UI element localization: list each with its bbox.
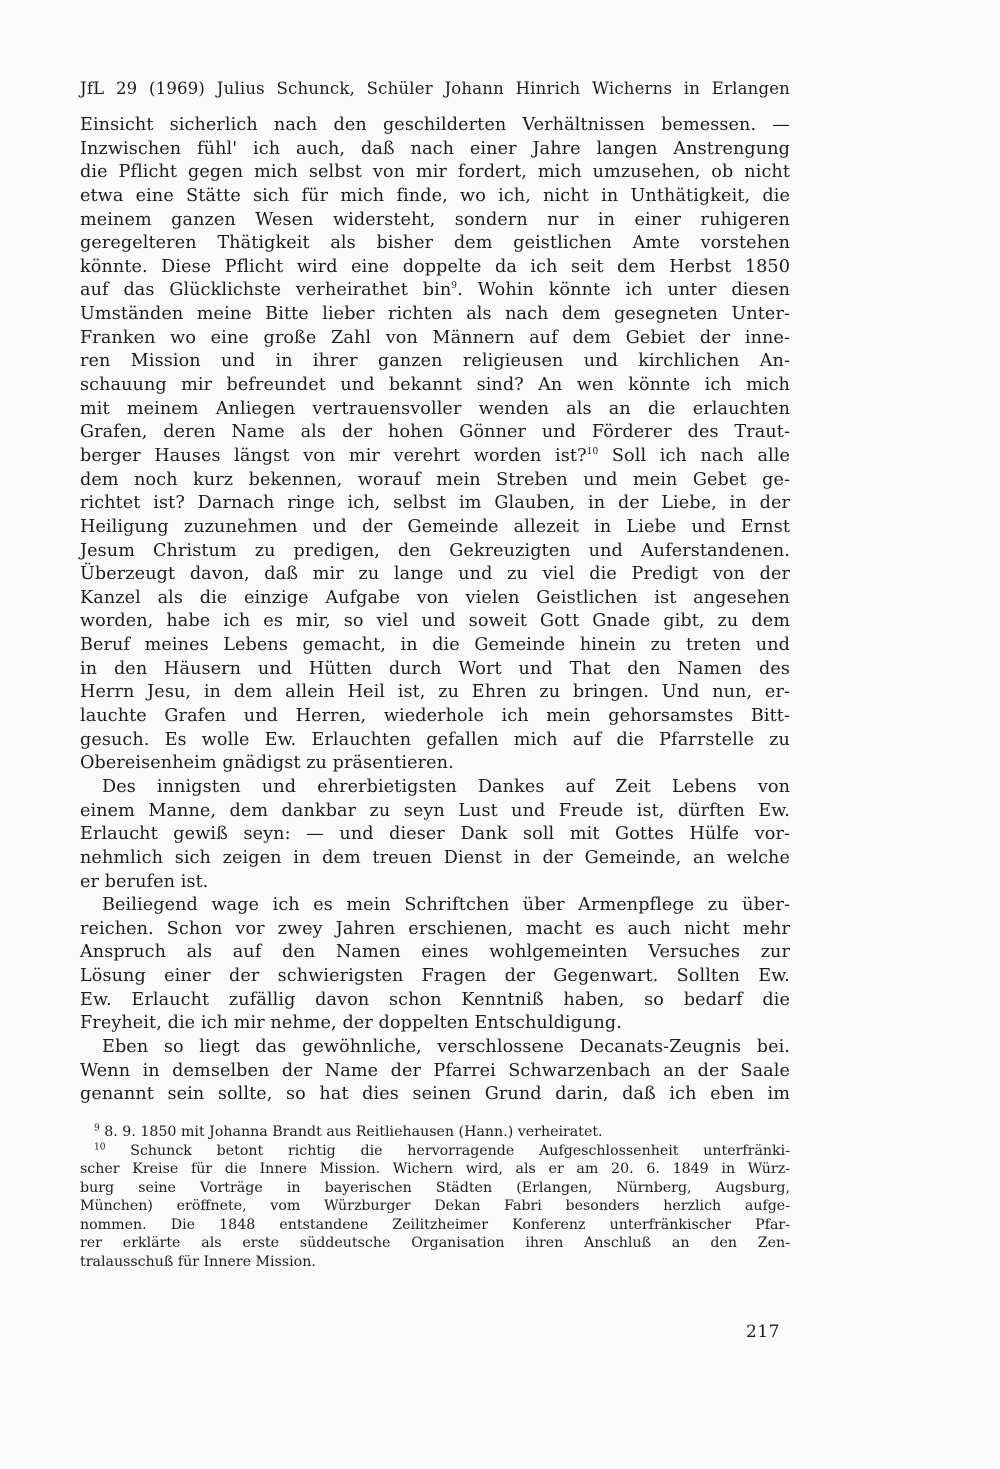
body-line xyxy=(80,327,790,351)
body-line xyxy=(80,492,790,516)
line-text: Wenn in demselben der Name der Pfarrei Schwarzenbach an der Saale xyxy=(80,1060,790,1081)
body-line xyxy=(80,256,790,280)
line-text: burg seine Vorträge in bayerischen Städten (Erlangen, Nürnberg, Augsburg, xyxy=(80,1179,790,1196)
body-line xyxy=(80,185,790,209)
line-text: Grafen, deren Name als der hohen Gönner und Förderer des Traut- xyxy=(80,422,790,443)
line-text: Kanzel als die einzige Aufgabe von vielen Geistlichen ist angesehen xyxy=(80,587,790,608)
body-line xyxy=(80,1083,790,1107)
body-line xyxy=(80,776,790,800)
line-text: Freyheit, die ich mir nehme, der doppelten Entschuldigung. xyxy=(80,1013,622,1034)
body-line xyxy=(80,965,790,989)
body-line xyxy=(80,941,790,965)
line-text: rer erklärte als erste süddeutsche Organisation ihren Anschluß an den Zen- xyxy=(80,1235,790,1252)
line-text: Heiligung zuzunehmen und der Gemeinde allezeit in Liebe und Ernst xyxy=(80,516,790,537)
line-text: reichen. Schon vor zwey Jahren erschienen, macht es auch nicht mehr xyxy=(80,918,790,939)
article-title: Julius Schunck, Schüler Johann Hinrich Wicherns in Erlangen xyxy=(216,79,790,98)
body-line xyxy=(80,871,790,895)
line-text: berger Hauses längst von mir verehrt worden ist? xyxy=(80,445,587,466)
line-text-continued: . Wohin könnte ich unter diesen xyxy=(457,280,791,301)
line-text: worden, habe ich es mir, so viel und soweit Gott Gnade gibt, zu dem xyxy=(80,611,790,632)
body-line xyxy=(80,800,790,824)
body-line xyxy=(80,374,790,398)
body-line xyxy=(80,729,790,753)
body-line xyxy=(80,1036,790,1060)
body-line xyxy=(80,540,790,564)
footnote-marker: 10 xyxy=(94,1141,106,1152)
line-text: Herrn Jesu, in dem allein Heil ist, zu Ehren zu bringen. Und nun, er- xyxy=(80,682,790,703)
line-text: schauung mir befreundet und bekannt sind? An wen könnte ich mich xyxy=(80,375,790,396)
footnote-reference: 10 xyxy=(586,447,599,458)
body-line xyxy=(80,279,790,303)
line-text: gesuch. Es wolle Ew. Erlauchten gefallen mich auf die Pfarrstelle zu xyxy=(80,729,790,750)
page xyxy=(80,78,790,1272)
body-line xyxy=(80,209,790,233)
footnote-line xyxy=(80,1234,790,1253)
line-text: könnte. Diese Pflicht wird eine doppelte da ich seit dem Herbst 1850 xyxy=(80,256,790,277)
body-line xyxy=(80,161,790,185)
body-line xyxy=(80,658,790,682)
footnote-line xyxy=(80,1123,790,1142)
body-line xyxy=(80,516,790,540)
footnote-line xyxy=(80,1160,790,1179)
line-text: richtet ist? Darnach ringe ich, selbst im Glauben, in der Liebe, in der xyxy=(80,493,790,514)
body-line xyxy=(80,232,790,256)
line-text: Beruf meines Lebens gemacht, in die Gemeinde hinein zu treten und xyxy=(80,635,790,656)
line-text: Eben so liegt das gewöhnliche, verschlossene Decanats-Zeugnis bei. xyxy=(102,1036,790,1057)
footnote-line xyxy=(80,1179,790,1198)
line-text: geregelteren Thätigkeit als bisher dem geistlichen Amte vorstehen xyxy=(80,233,790,254)
line-text: Überzeugt davon, daß mir zu lange und zu viel die Predigt von der xyxy=(80,564,790,585)
body-line xyxy=(80,398,790,422)
body-line xyxy=(80,847,790,871)
line-text: tralausschuß für Innere Mission. xyxy=(80,1254,316,1271)
line-text: mit meinem Anliegen vertrauensvoller wenden als an die erlauchten xyxy=(80,398,790,419)
line-text: genannt sein sollte, so hat dies seinen Grund darin, daß ich eben im xyxy=(80,1084,790,1105)
line-text: Lösung einer der schwierigsten Fragen der Gegenwart. Sollten Ew. xyxy=(80,966,790,987)
footnote-marker: 9 xyxy=(94,1123,100,1134)
line-text: lauchte Grafen und Herren, wiederhole ich mein gehorsamstes Bitt- xyxy=(80,706,790,727)
body-line xyxy=(80,421,790,445)
body-line xyxy=(80,587,790,611)
body-text xyxy=(80,114,790,1107)
line-text: etwa eine Stätte sich für mich finde, wo ich, nicht in Unthätigkeit, die xyxy=(80,185,790,206)
body-line xyxy=(80,1012,790,1036)
line-text: in den Häusern und Hütten durch Wort und That den Namen des xyxy=(80,658,790,679)
line-text-continued: Soll ich nach alle xyxy=(598,445,791,466)
body-line xyxy=(80,823,790,847)
line-text: nehmlich sich zeigen in dem treuen Dienst in der Gemeinde, an welche xyxy=(80,847,790,868)
line-text: Anspruch als auf den Namen eines wohlgemeinten Versuches zur xyxy=(80,942,790,963)
body-line xyxy=(80,752,790,776)
footnote-text: Schunck betont richtig die hervorragende Aufgeschlossenheit unterfränki- xyxy=(105,1142,790,1159)
line-text: meinem ganzen Wesen widersteht, sondern nur in einer ruhigeren xyxy=(80,209,790,230)
footnote-line xyxy=(80,1142,790,1161)
line-text: Des innigsten und ehrerbietigsten Dankes auf Zeit Lebens von xyxy=(102,776,790,797)
body-line xyxy=(80,681,790,705)
line-text: nommen. Die 1848 entstandene Zeilitzheimer Konferenz unterfränkischer Pfar- xyxy=(80,1216,790,1233)
line-text: scher Kreise für die Innere Mission. Wichern wird, als er am 20. 6. 1849 in Würz- xyxy=(80,1161,790,1178)
line-text: Umständen meine Bitte lieber richten als nach dem gesegneten Unter- xyxy=(80,304,790,325)
body-line xyxy=(80,989,790,1013)
body-line xyxy=(80,350,790,374)
body-line xyxy=(80,445,790,469)
line-text: er berufen ist. xyxy=(80,871,209,892)
footnotes xyxy=(80,1123,790,1272)
line-text: ren Mission und in ihrer ganzen religieusen und kirchlichen An- xyxy=(80,351,790,372)
body-line xyxy=(80,138,790,162)
footnote-line xyxy=(80,1253,790,1272)
footnote-line xyxy=(80,1216,790,1235)
line-text: einem Manne, dem dankbar zu seyn Lust und Freude ist, dürften Ew. xyxy=(80,800,790,821)
line-text: Inzwischen fühl' ich auch, daß nach einer Jahre langen Anstrengung xyxy=(80,138,790,159)
footnote-reference: 9 xyxy=(451,281,458,292)
body-line xyxy=(80,894,790,918)
line-text: München) eröffnete, vom Würzburger Dekan Fabri besonders herzlich aufge- xyxy=(80,1198,790,1215)
line-text: Jesum Christum zu predigen, den Gekreuzigten und Auferstandenen. xyxy=(80,540,790,561)
line-text: auf das Glücklichste verheirathet bin xyxy=(80,280,452,301)
line-text: Obereisenheim gnädigst zu präsentieren. xyxy=(80,753,454,774)
body-line xyxy=(80,563,790,587)
running-head xyxy=(80,78,790,100)
body-line xyxy=(80,705,790,729)
body-line xyxy=(80,114,790,138)
footnote-line xyxy=(80,1197,790,1216)
line-text: dem noch kurz bekennen, worauf mein Streben und mein Gebet ge- xyxy=(80,469,790,490)
body-line xyxy=(80,1060,790,1084)
body-line xyxy=(80,634,790,658)
footnote-text: 8. 9. 1850 mit Johanna Brandt aus Reitliehausen (Hann.) verheiratet. xyxy=(99,1123,603,1140)
line-text: Ew. Erlaucht zufällig davon schon Kenntniß haben, so bedarf die xyxy=(80,989,790,1010)
line-text: die Pflicht gegen mich selbst von mir fordert, mich umzusehen, ob nicht xyxy=(80,162,790,183)
body-line xyxy=(80,303,790,327)
line-text: Einsicht sicherlich nach den geschilderten Verhältnissen bemessen. — xyxy=(80,115,790,135)
page-number: 217 xyxy=(746,1322,780,1342)
line-text: Franken wo eine große Zahl von Männern auf dem Gebiet der inne- xyxy=(80,327,790,348)
body-line xyxy=(80,610,790,634)
line-text: Beiliegend wage ich es mein Schriftchen über Armenpflege zu über- xyxy=(102,895,790,916)
body-line xyxy=(80,469,790,493)
line-text: Erlaucht gewiß seyn: — und dieser Dank soll mit Gottes Hülfe vor- xyxy=(80,824,790,845)
body-line xyxy=(80,918,790,942)
journal-reference: JfL 29 (1969) xyxy=(80,79,206,98)
